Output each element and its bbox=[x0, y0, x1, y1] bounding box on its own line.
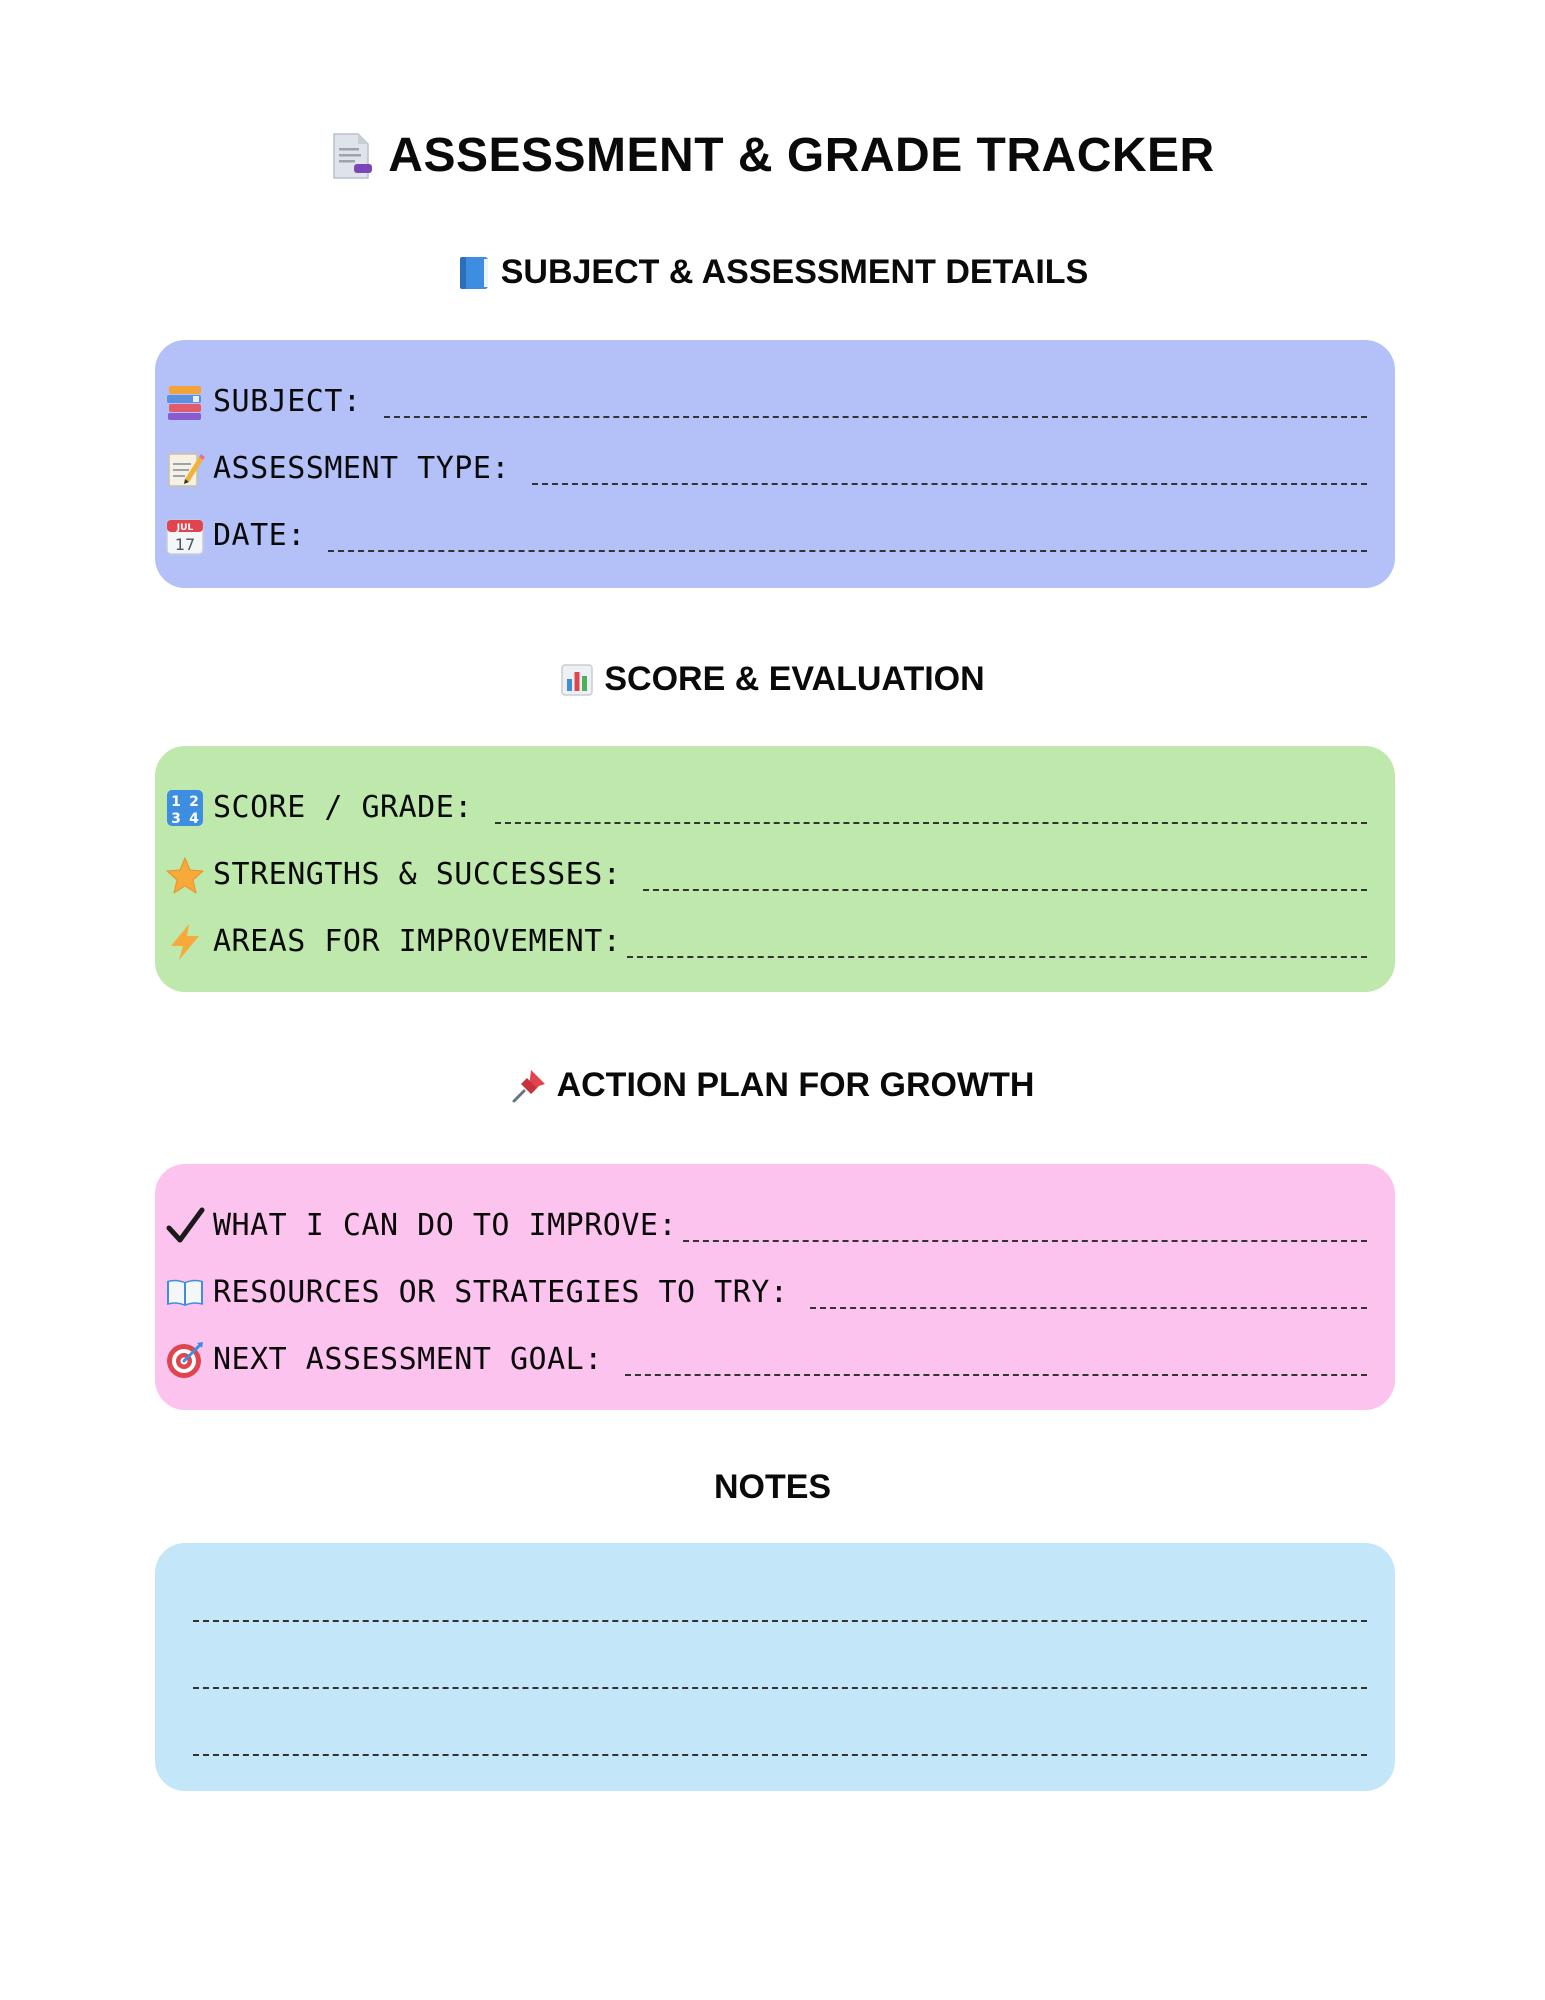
open-book-icon bbox=[163, 1271, 207, 1315]
subject-row bbox=[163, 380, 1367, 424]
date-field[interactable] bbox=[328, 550, 1367, 552]
svg-text:2: 2 bbox=[189, 794, 199, 810]
score-grade-row bbox=[163, 786, 1367, 830]
section-heading-notes: NOTES bbox=[713, 1468, 832, 1506]
resources-row bbox=[163, 1271, 1367, 1315]
page-title-text: ASSESSMENT & GRADE TRACKER bbox=[388, 129, 1215, 182]
star-icon bbox=[163, 853, 207, 897]
page-title bbox=[0, 128, 1545, 183]
notes-line[interactable] bbox=[193, 1620, 1367, 1622]
assessment-type-field[interactable] bbox=[532, 483, 1367, 485]
lightning-icon bbox=[163, 920, 207, 964]
notes-box bbox=[155, 1543, 1395, 1791]
svg-text:1: 1 bbox=[171, 794, 181, 810]
score-grade-label: SCORE / GRADE: bbox=[213, 790, 473, 825]
books-icon bbox=[163, 380, 207, 424]
improve-row bbox=[163, 1204, 1367, 1248]
improvement-row bbox=[163, 920, 1367, 964]
memo-pencil-icon bbox=[163, 447, 207, 491]
date-row bbox=[163, 514, 1367, 558]
assessment-type-label: ASSESSMENT TYPE: bbox=[213, 451, 510, 486]
action-box bbox=[155, 1164, 1395, 1410]
score-box bbox=[155, 746, 1395, 992]
resources-field[interactable] bbox=[810, 1307, 1367, 1309]
date-label: DATE: bbox=[213, 518, 306, 553]
check-mark-icon bbox=[163, 1204, 207, 1248]
subject-label: SUBJECT: bbox=[213, 384, 362, 419]
section-heading-score: SCORE & EVALUATION bbox=[0, 660, 1545, 699]
notes-line[interactable] bbox=[193, 1754, 1367, 1756]
improve-label: WHAT I CAN DO TO IMPROVE: bbox=[213, 1208, 678, 1243]
score-grade-field[interactable] bbox=[495, 822, 1367, 824]
target-icon bbox=[163, 1338, 207, 1382]
section-heading-action: ACTION PLAN FOR GROWTH bbox=[0, 1066, 1545, 1105]
resources-label: RESOURCES OR STRATEGIES TO TRY: bbox=[213, 1275, 789, 1310]
svg-text:3: 3 bbox=[171, 811, 181, 827]
numbers-1234-icon bbox=[163, 786, 207, 830]
calendar-day-text: 17 bbox=[174, 535, 196, 554]
calendar-icon bbox=[163, 514, 207, 558]
strengths-row bbox=[163, 853, 1367, 897]
pushpin-icon bbox=[511, 1068, 547, 1104]
blue-book-icon bbox=[457, 255, 491, 291]
details-box bbox=[155, 340, 1395, 588]
bar-chart-icon bbox=[560, 663, 594, 697]
calendar-month-text: JUL bbox=[176, 523, 194, 533]
next-goal-field[interactable] bbox=[625, 1374, 1367, 1376]
improvement-field[interactable] bbox=[627, 956, 1367, 958]
document-icon bbox=[330, 132, 374, 180]
next-goal-label: NEXT ASSESSMENT GOAL: bbox=[213, 1342, 603, 1377]
assessment-type-row bbox=[163, 447, 1367, 491]
notes-line[interactable] bbox=[193, 1687, 1367, 1689]
improve-field[interactable] bbox=[683, 1240, 1367, 1242]
next-goal-row bbox=[163, 1338, 1367, 1382]
strengths-label: STRENGTHS & SUCCESSES: bbox=[213, 857, 622, 892]
svg-text:4: 4 bbox=[189, 811, 199, 827]
strengths-field[interactable] bbox=[643, 889, 1367, 891]
improvement-label: AREAS FOR IMPROVEMENT: bbox=[213, 924, 622, 959]
section-heading-details: SUBJECT & ASSESSMENT DETAILS bbox=[0, 253, 1545, 292]
subject-field[interactable] bbox=[384, 416, 1368, 418]
